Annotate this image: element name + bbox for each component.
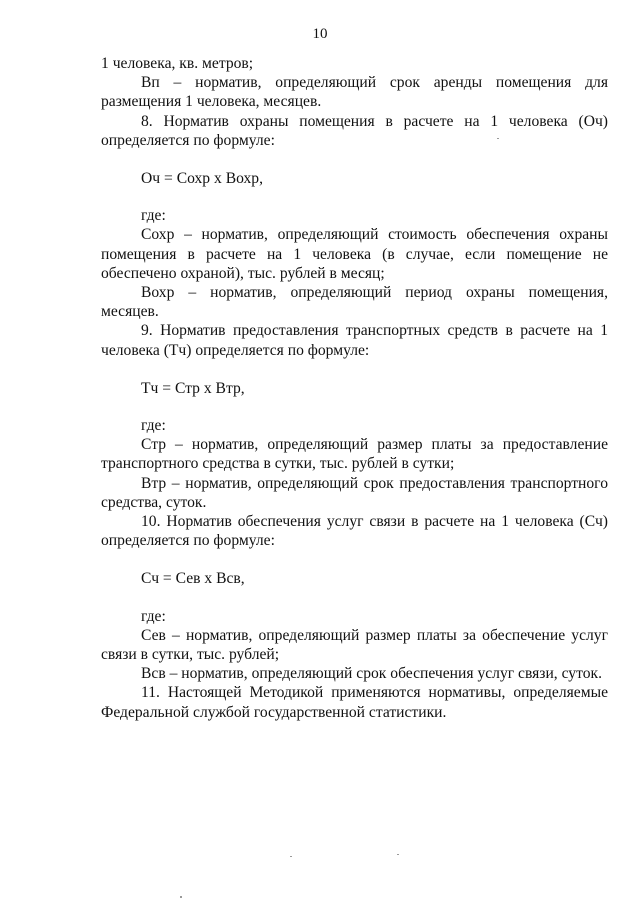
scan-speck bbox=[497, 138, 499, 139]
paragraph-vp-definition: Вп – норматив, определяющий срок аренды помещения для размещения 1 человека, месяцев. bbox=[101, 74, 608, 111]
where-label: где: bbox=[141, 417, 166, 435]
where-label: где: bbox=[141, 207, 166, 225]
paragraph-continuation: 1 человека, кв. метров; bbox=[101, 55, 254, 72]
paragraph-sohr-definition: Сохр – норматив, определяющий стоимость обеспечения охраны помещения в расчете на 1 человека (в случае, если помещение не обеспечено охраной), тыс. рублей в месяц; bbox=[101, 226, 608, 282]
paragraph-item-8: 8. Норматив охраны помещения в расчете на 1 человека (Оч) определяется по формуле: bbox=[101, 112, 608, 149]
formula-och: Оч = Сохр х Вохр, bbox=[141, 170, 263, 188]
scan-speck bbox=[397, 854, 399, 855]
document-body bbox=[101, 54, 608, 722]
where-label: где: bbox=[141, 607, 166, 625]
paragraph-item-11: 11. Настоящей Методикой применяются нормативы, определяемые Федеральной службой государственной статистики. bbox=[101, 684, 608, 721]
formula-tch: Тч = Стр х Втр, bbox=[141, 379, 245, 397]
paragraph-vtr-definition: Втр – норматив, определяющий срок предоставления транспортного средства, суток. bbox=[101, 474, 608, 511]
paragraph-str-definition: Стр – норматив, определяющий размер платы за предоставление транспортного средства в сутки, тыс. рублей в сутки; bbox=[101, 436, 608, 473]
paragraph-item-10: 10. Норматив обеспечения услуг связи в расчете на 1 человека (Сч) определяется по формуле: bbox=[101, 513, 608, 550]
page-number: 10 bbox=[312, 26, 328, 42]
paragraph-item-9: 9. Норматив предоставления транспортных средств в расчете на 1 человека (Тч) определяется по формуле: bbox=[101, 322, 608, 359]
paragraph-vohr-definition: Вохр – норматив, определяющий период охраны помещения, месяцев. bbox=[101, 284, 608, 321]
paragraph-vsv-definition: Всв – норматив, определяющий срок обеспечения услуг связи, суток. bbox=[141, 665, 602, 683]
scan-speck bbox=[290, 856, 292, 857]
scan-speck bbox=[180, 896, 182, 898]
paragraph-sev-definition: Сев – норматив, определяющий размер платы за обеспечение услуг связи в сутки, тыс. рублей; bbox=[101, 626, 608, 664]
formula-sch: Сч = Сев х Всв, bbox=[141, 570, 245, 588]
